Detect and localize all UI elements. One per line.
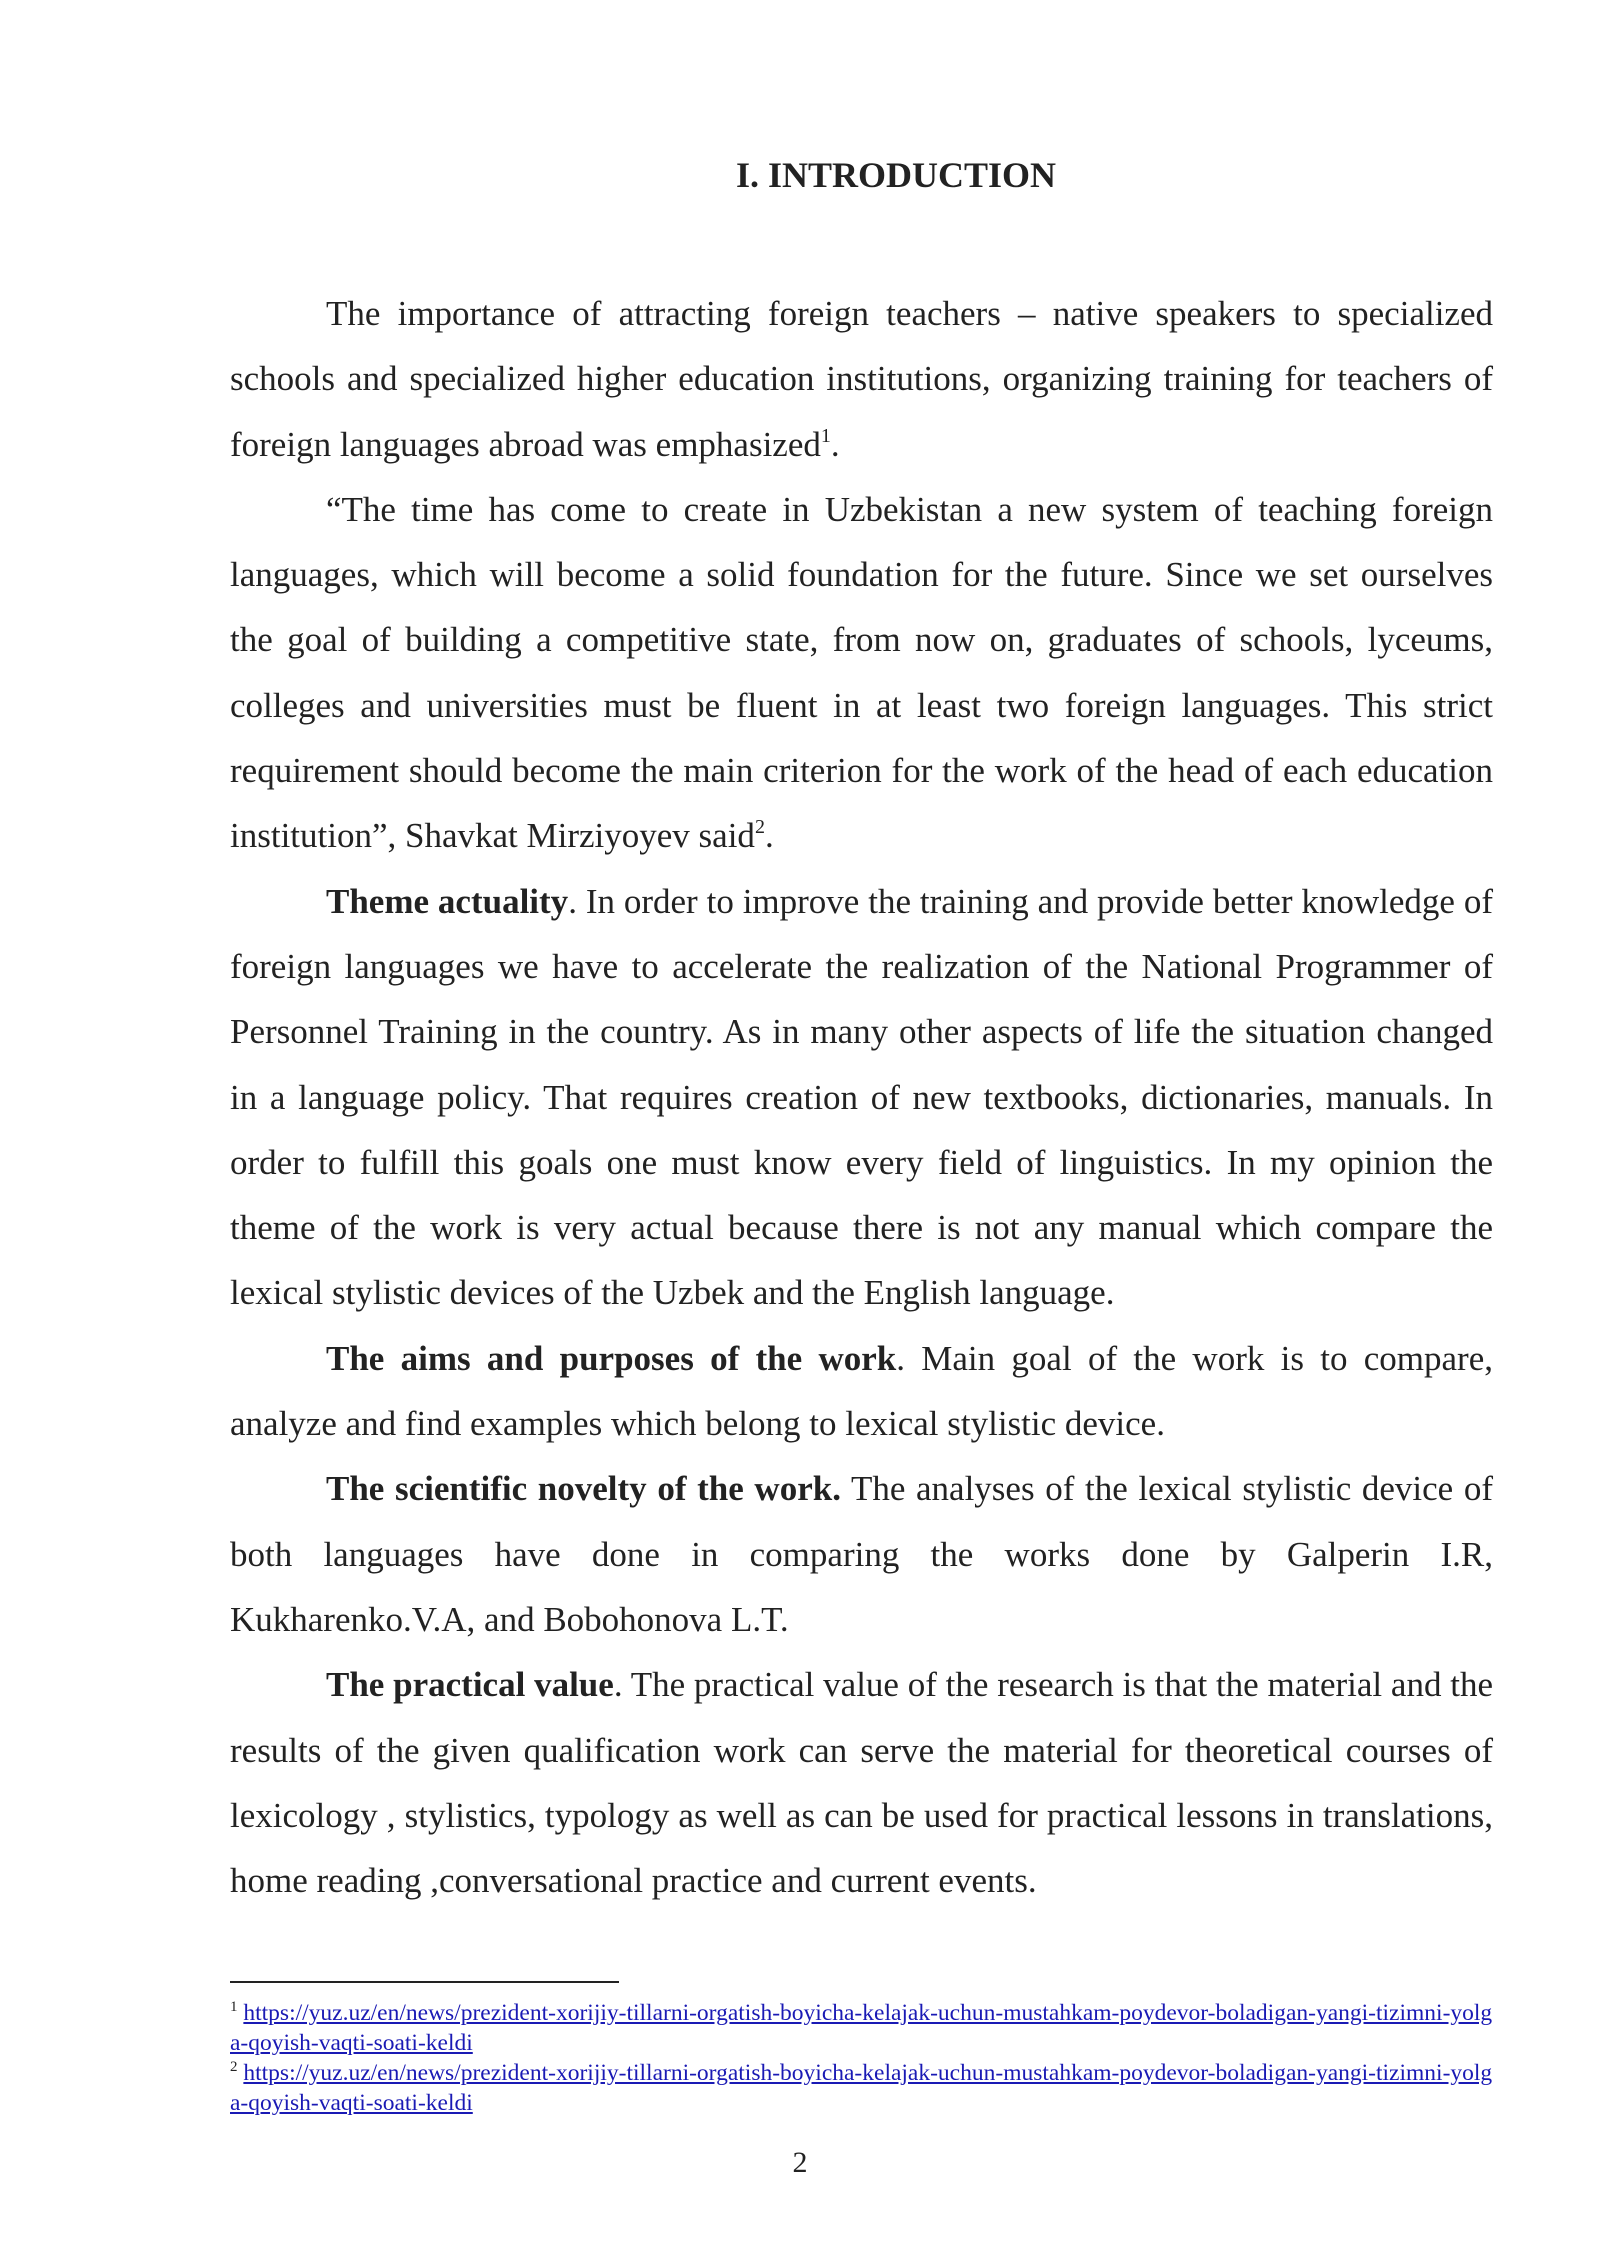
paragraph-end: . xyxy=(830,424,840,464)
paragraph-text: “The time has come to create in Uzbekistan a new system of teaching foreign languages, which will become a solid foundation for the future. Since we set ourselves the goal of building a competitive state, from now on, graduates of schools, lyceums, colleges and universities must be fluent in at least two foreign languages. This strict requirement should become the main criterion for the work of the head of each education institution”, Shavkat Mirziyoyev said xyxy=(230,489,1493,856)
paragraph-text: The analyses of the lexical stylistic device of both languages have done in comparing the works done by Galperin I.R, Kukharenko.V.A, and Bobohonova L.T. xyxy=(230,1469,1494,1639)
paragraph-lead: The scientific novelty of the work. xyxy=(326,1469,841,1509)
footnote-ref-1[interactable]: 1 xyxy=(820,424,831,447)
paragraph-end: . xyxy=(764,816,774,856)
paragraph-quote xyxy=(230,477,1493,869)
paragraph-theme-actuality xyxy=(230,869,1493,1326)
paragraph-lead: The practical value xyxy=(326,1665,614,1705)
paragraph-novelty xyxy=(230,1456,1493,1652)
section-heading: I. INTRODUCTION xyxy=(735,155,1057,195)
paragraph-practical-value xyxy=(230,1652,1493,1913)
paragraph-text: . The practical value of the research is that the material and the results of the given qualification work can serve the material for theoretical courses of lexicology , stylistics, typology as well as can be used for practical lessons in translations, home reading ,conversational practice and current events. xyxy=(230,1665,1493,1901)
footnote-1 xyxy=(230,1998,1493,2058)
footnote-number: 1 xyxy=(230,1999,238,2015)
body-text xyxy=(230,281,1493,1913)
paragraph-lead: Theme actuality xyxy=(326,881,569,921)
paragraph-aims xyxy=(230,1326,1493,1457)
footnote-number: 2 xyxy=(230,2059,238,2075)
paragraph-importance xyxy=(230,281,1493,477)
page-number: 2 xyxy=(792,2146,808,2179)
paragraph-text: . In order to improve the training and provide better knowledge of foreign languages we have to accelerate the realization of the National Programmer of Personnel Training in the country. As in many other aspects of life the situation changed in a language policy. That requires creation of new textbooks, dictionaries, manuals. In order to fulfill this goals one must know every field of linguistics. In my opinion the theme of the work is very actual because there is not any manual which compare the lexical stylistic devices of the Uzbek and the English language. xyxy=(230,881,1493,1313)
footnote-link[interactable]: https://yuz.uz/en/news/prezident-xorijiy-tillarni-orgatish-boyicha-kelajak-uchun-mustahkam-poydevor-boladigan-yangi-tizimni-yolga-qoyish-vaqti-soati-keldi xyxy=(230,2060,1493,2116)
footnote-link[interactable]: https://yuz.uz/en/news/prezident-xorijiy-tillarni-orgatish-boyicha-kelajak-uchun-mustahkam-poydevor-boladigan-yangi-tizimni-yolga-qoyish-vaqti-soati-keldi xyxy=(230,2000,1493,2056)
paragraph-lead: The aims and purposes of the work xyxy=(326,1338,897,1378)
footnotes xyxy=(230,1998,1493,2118)
footnote-ref-2[interactable]: 2 xyxy=(754,816,765,839)
paragraph-text: . Main goal of the work is to compare, analyze and find examples which belong to lexical stylistic device. xyxy=(230,1338,1493,1444)
paragraph-text: The importance of attracting foreign teachers – native speakers to specialized schools and specialized higher education institutions, organizing training for teachers of foreign languages abroad was emphasized xyxy=(230,294,1493,464)
footnote-2 xyxy=(230,2058,1493,2118)
footnote-separator xyxy=(230,1981,619,1983)
